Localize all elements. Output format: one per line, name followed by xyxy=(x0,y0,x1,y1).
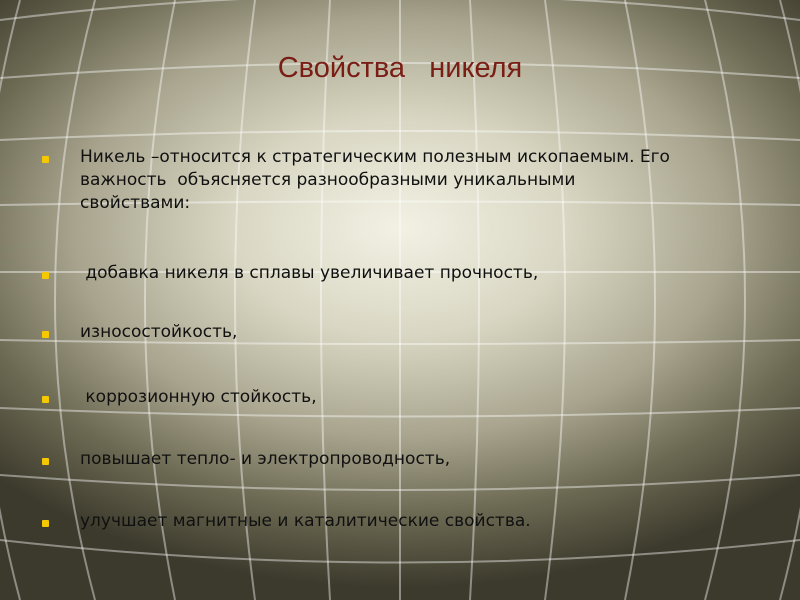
bullet-marker-icon xyxy=(42,156,49,163)
bullet-text: коррозионную стойкость, xyxy=(80,387,317,407)
bullet-marker-icon xyxy=(42,396,49,403)
slide-title: Свойства никеля xyxy=(277,52,523,84)
bullet-marker-icon xyxy=(42,272,49,279)
bullet-text: улучшает магнитные и каталитические свойства. xyxy=(80,511,531,531)
bullet-marker-icon xyxy=(42,520,49,527)
bullet-text: повышает тепло- и электропроводность, xyxy=(80,449,451,469)
bullet-text: Никель –относится к стратегическим полезным ископаемым. Его важность объясняется разнообразными уникальными свойствами: xyxy=(80,147,676,213)
bullet-marker-icon xyxy=(42,331,49,338)
bullet-text: добавка никеля в сплавы увеличивает прочность, xyxy=(80,263,539,283)
bullet-marker-icon xyxy=(42,458,49,465)
bullet-text: износостойкость, xyxy=(80,322,238,342)
